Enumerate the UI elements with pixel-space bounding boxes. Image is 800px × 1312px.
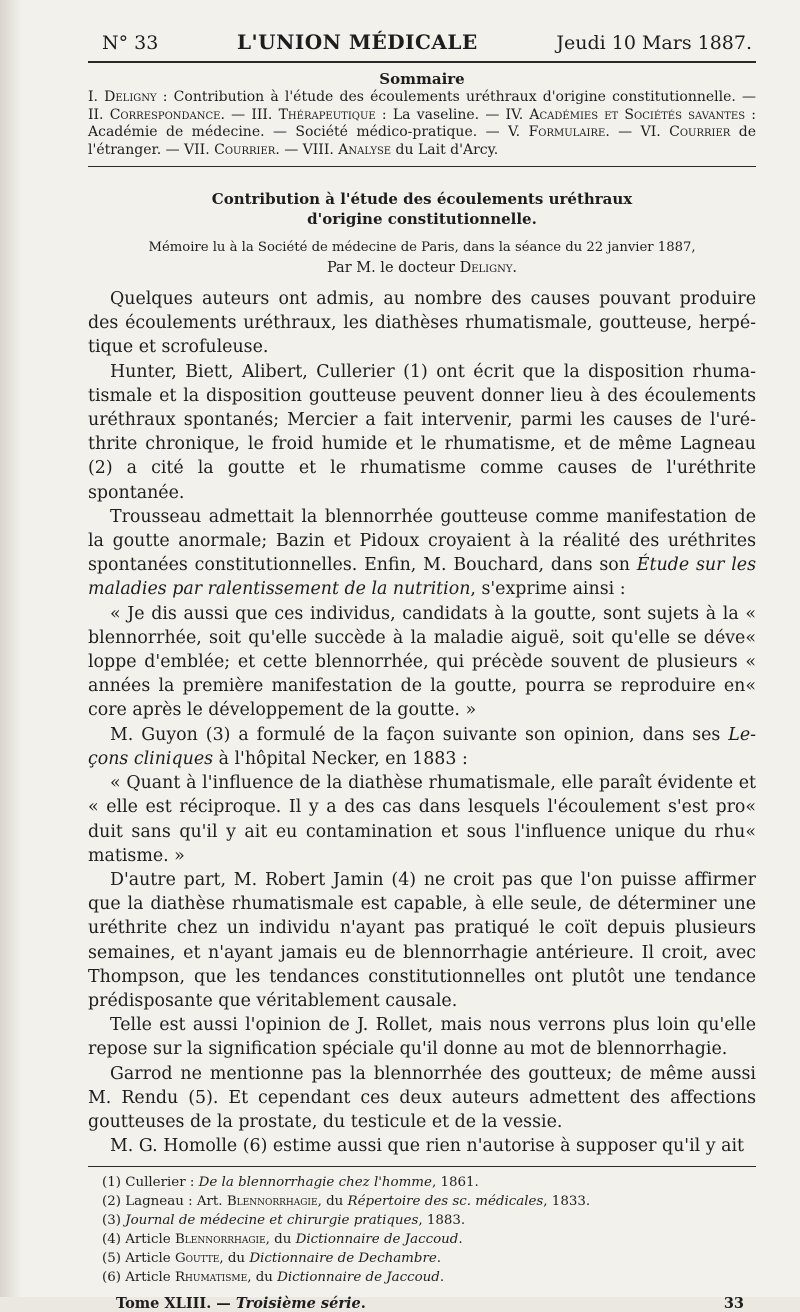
toc-author: Deligny [104,89,157,106]
toc-text: . — III. [220,106,279,123]
toc-section: Courrier [669,124,731,141]
paragraph-text: à l'hôpital Necker, en 1883 : [213,748,468,769]
volume-tome: Tome XLIII. — [116,1295,236,1312]
footnote-text: (3) [102,1213,126,1229]
toc-text: : Académie de médecine. — Société médico-pratique. — V. [88,106,756,141]
page-number: 33 [723,1295,744,1312]
footnote-article: Goutte [174,1251,220,1267]
toc-text: . — VI. [605,124,670,141]
article-title [88,189,756,229]
footnote-text: , 1833. [543,1194,591,1210]
table-of-contents [88,71,756,167]
footnote-text: , du [247,1270,278,1286]
paragraph: Quelques auteurs ont admis, au nombre des causes pouvant produire des écoulements uréthraux, les diathèses rhumatismale, goutteuse, herpétique et scrofuleuse. [88,289,756,358]
toc-text: . — VIII. [275,141,339,158]
paragraph: Hunter, Biett, Alibert, Cullerier (1) ont écrit que la disposition rhumatismale et la disposition goutteuse peuvent donner lieu à des écoulements uréthraux spontanés; Mercier a fait intervenir, parmi les causes de l'uréthrite chronique, le froid humide et le rhumatisme, et de même Lagneau (2) a cité la goutte et le rhumatisme comme causes de l'uréthrite spontanée. [88,361,756,503]
toc-section: Analyse [338,141,392,158]
volume-period: . [360,1295,366,1312]
paragraph: M. G. Homolle (6) estime aussi que rien n'autorise à supposer qu'il y ait [110,1136,745,1157]
toc-section: Thérapeutique [278,106,376,123]
toc-divider [88,166,756,167]
issue-number: N° 33 [102,32,159,54]
footnote-text: . [436,1251,442,1267]
footnote-title: Dictionnaire de Dechambre [249,1251,437,1267]
footnote-article: Blennorrhagie [226,1194,318,1210]
footnote-text: , du [265,1232,296,1248]
footnote-title: Dictionnaire de Jaccoud [277,1270,440,1286]
toc-section: Formulaire [528,124,606,141]
footnote-article: Blennorrhagie [174,1232,266,1248]
footnote-text: (4) Article [102,1232,175,1248]
article-body [88,287,756,1158]
volume-info [116,1295,366,1312]
toc-section: Académies et Sociétés savantes [529,106,746,123]
cited-work-title: Étude sur les maladies par ralentissement de la nutrition [88,555,756,600]
paragraph: D'autre part, M. Robert Jamin (4) ne croit pas que l'on puisse affirmer que la diathèse rhumatismale est capable, à elle seule, de déterminer une uréthrite chez un individu n'ayant pas pratiqué le coït depuis plusieurs semaines, et n'ayant jamais eu de blennorrhagie antérieure. Il croit, avec Thompson, que les tendances constitutionnelles ont plutôt une tendance prédisposante que véritablement causale. [88,869,756,1011]
cited-work-title: Leçons cliniques [88,724,756,769]
footnote-title: De la blennorrhagie chez l'homme [198,1175,432,1191]
footnote-text: (6) Article [102,1270,175,1286]
footnote-text: (5) Article [102,1251,175,1267]
toc-section: Courrier [214,141,276,158]
article-author [88,259,756,277]
toc-text: du Lait d'Arcy. [391,141,499,158]
toc-heading: Sommaire [379,70,465,88]
footnote-text: (2) Lagneau : Art. [102,1194,227,1210]
paragraph-text: M. Guyon (3) a formulé de la façon suivante son opinion, dans ses [110,724,729,745]
footnote-5 [102,1249,756,1268]
article-title-line: Contribution à l'étude des écoulements uréthraux [211,190,633,209]
footnote-text: , du [317,1194,348,1210]
footnote-text: (1) Cullerier : [102,1175,199,1191]
toc-text: : La vaseline. — IV. [375,106,530,123]
author-name: Deligny [459,260,513,277]
paragraph: Telle est aussi l'opinion de J. Rollet, mais nous verrons plus loin qu'elle repose sur la signification spéciale qu'il donne au mot de blennorrhagie. [88,1015,756,1060]
footnote-title: Journal de médecine et chirurgie pratiques [125,1213,419,1229]
footnote-title: Dictionnaire de Jaccoud [295,1232,459,1248]
volume-series: Troisième série [235,1295,361,1312]
author-prefix: Par M. le docteur [326,260,460,277]
paragraph-text: Trousseau admettait la blennorrhée goutteuse comme manifestation de la goutte anormale; Bazin et Pidoux croyaient à la réalité des uréthrites spontanées constitutionnelles. Enfin, M. Bouchard, dans son [88,506,756,576]
article-memoire-note: Mémoire lu à la Société de médecine de Paris, dans la séance du 22 janvier 1887, [148,240,696,256]
article-title-line: d'origine constitutionnelle. [307,210,537,229]
toc-section: Correspondance [109,106,221,123]
footnote-text: , 1861. [431,1175,479,1191]
toc-text: de l'étranger. — VII. [88,124,756,158]
footnote-text: , 1883. [418,1213,466,1229]
footnote-1 [102,1173,756,1192]
quotation: « Quant à l'influence de la diathèse rhumatismale, elle paraît évidente et « elle est réciproque. Il y a des cas dans lesquels l'écoulement s'est pro« duit sans qu'il y ait eu contamination et sous l'influence unique du rhu« matisme. » [88,773,756,866]
footnote-article: Rhumatisme [174,1270,248,1286]
footnotes [88,1173,756,1287]
footnote-3 [102,1211,756,1230]
paragraph: Garrod ne mentionne pas la blennorrhée des goutteux; de même aussi M. Rendu (5). Et cependant ces deux auteurs admettent des affections goutteuses de la prostate, du testicule et de la vessie. [88,1063,756,1132]
quotation: « Je dis aussi que ces individus, candidats à la goutte, sont sujets à la « blennorrhée, soit qu'elle succède à la maladie aiguë, soit qu'elle se déve« loppe d'emblée; et cette blennorrhée, qui précède souvent de plusieurs « années la première manifestation de la goutte, pourra se reproduire en« core après le développement de la goutte. » [88,603,756,721]
issue-date: Jeudi 10 Mars 1887. [556,32,752,54]
paragraph-text: , s'exprime ainsi : [470,579,626,600]
journal-title: L'UNION MÉDICALE [236,30,478,54]
toc-text: I. [88,89,105,106]
scan-edge-shadow [0,0,22,1297]
footnote-2 [102,1192,756,1211]
toc-text: : Contribution à l'étude des écoulements uréthraux d'origine constitutionnelle. — II. [88,89,756,123]
paragraph [88,723,756,771]
footnote-6 [102,1268,756,1287]
footnote-4 [102,1230,756,1249]
footnote-divider [88,1166,756,1167]
footnote-text: . [458,1232,463,1248]
author-suffix: . [512,260,518,277]
masthead [88,30,756,63]
footnote-text: , du [219,1251,250,1267]
footnote-title: Répertoire des sc. médicales [347,1194,544,1210]
paragraph [88,505,756,602]
page-footer [88,1295,756,1312]
toc-body [88,89,756,163]
footnote-text: . [439,1270,445,1286]
